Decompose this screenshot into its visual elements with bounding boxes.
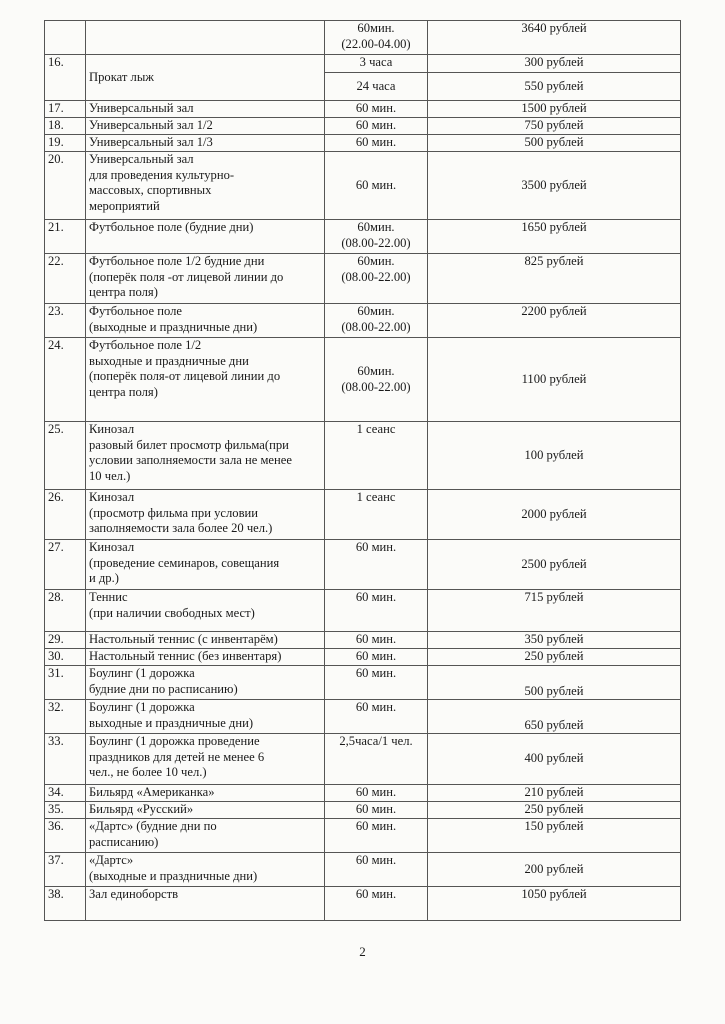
row-number: 31. (45, 666, 86, 700)
unit-line: (08.00-22.00) (341, 319, 411, 334)
row-number: 25. (45, 422, 86, 490)
unit-line: (08.00-22.00) (341, 235, 411, 250)
service-name-line: Бильярд «Русский» (89, 802, 194, 816)
price-cell: 150 рублей (428, 819, 681, 853)
service-name (86, 118, 325, 135)
table-row (45, 853, 681, 887)
table-row (45, 422, 681, 490)
row-number (45, 21, 86, 55)
table-row (45, 734, 681, 785)
table-row (45, 304, 681, 338)
price-cell: 550 рублей (428, 73, 681, 101)
row-number: 19. (45, 135, 86, 152)
unit-line: 60 мин. (355, 101, 397, 115)
price-cell: 2000 рублей (428, 490, 681, 540)
service-name (86, 666, 325, 700)
unit-cell (325, 802, 428, 819)
service-name (86, 135, 325, 152)
row-number: 17. (45, 101, 86, 118)
table-row (45, 666, 681, 700)
service-name-line: Футбольное поле 1/2 (89, 338, 202, 352)
service-name-line: и др.) (89, 571, 119, 585)
service-name-line: 10 чел.) (89, 468, 131, 483)
service-name-line: (просмотр фильма при условии (89, 505, 259, 520)
price-cell: 500 рублей (428, 135, 681, 152)
price-cell: 715 рублей (428, 590, 681, 632)
unit-line: 60мин. (357, 364, 395, 378)
service-name-line: праздников для детей не менее 6 (89, 749, 265, 764)
price-cell: 350 рублей (428, 632, 681, 649)
unit-cell (325, 700, 428, 734)
unit-cell (325, 666, 428, 700)
table-row (45, 135, 681, 152)
row-number: 16. (45, 55, 86, 101)
unit-line: 1 сеанс (356, 422, 396, 436)
unit-line: 60 мин. (355, 590, 397, 604)
price-cell: 210 рублей (428, 785, 681, 802)
unit-line: 60 мин. (355, 887, 397, 901)
unit-cell (325, 220, 428, 254)
service-name-line: (при наличии свободных мест) (89, 605, 255, 620)
service-name-line: (поперёк поля -от лицевой линии до (89, 269, 284, 284)
unit-cell (325, 590, 428, 632)
table-row (45, 338, 681, 422)
price-cell: 2500 рублей (428, 540, 681, 590)
unit-line: 60 мин. (355, 632, 397, 646)
price-cell: 250 рублей (428, 802, 681, 819)
unit-line: 60 мин. (355, 785, 397, 799)
unit-cell (325, 304, 428, 338)
table-row (45, 887, 681, 921)
unit-cell (325, 887, 428, 921)
table-row (45, 819, 681, 853)
unit-cell (325, 118, 428, 135)
unit-line: 60 мин. (355, 666, 397, 680)
service-name-line: Универсальный зал (89, 101, 194, 115)
table-row (45, 254, 681, 304)
service-name (86, 632, 325, 649)
service-name-line: Кинозал (89, 490, 135, 504)
unit-line: 60мин. (357, 304, 395, 318)
unit-line: 60 мин. (355, 135, 397, 149)
table-row (45, 21, 681, 55)
unit-cell (325, 135, 428, 152)
service-name (86, 540, 325, 590)
unit-line: 60 мин. (355, 853, 397, 867)
service-name-line: массовых, спортивных (89, 183, 212, 197)
row-number: 33. (45, 734, 86, 785)
table-row (45, 785, 681, 802)
row-number: 28. (45, 590, 86, 632)
unit-line: (08.00-22.00) (341, 269, 411, 284)
row-number: 27. (45, 540, 86, 590)
service-name-line: условии заполняемости зала не менее (89, 453, 292, 467)
service-name-line: будние дни по расписанию) (89, 681, 238, 696)
service-name (86, 853, 325, 887)
price-cell: 825 рублей (428, 254, 681, 304)
unit-cell (325, 540, 428, 590)
unit-cell (325, 490, 428, 540)
price-cell: 3640 рублей (428, 21, 681, 55)
unit-line: (22.00-04.00) (341, 36, 411, 51)
service-name-line: Универсальный зал 1/2 (89, 118, 213, 132)
price-cell: 100 рублей (428, 422, 681, 490)
service-name (86, 21, 325, 55)
service-name-line: центра поля) (89, 285, 158, 299)
row-number: 29. (45, 632, 86, 649)
service-name-line: «Дартс» (89, 853, 134, 867)
service-name (86, 649, 325, 666)
service-name-line: выходные и праздничные дни) (89, 715, 254, 730)
service-name (86, 304, 325, 338)
table-row (45, 632, 681, 649)
unit-line: 60 мин. (355, 540, 397, 554)
price-cell: 650 рублей (428, 700, 681, 734)
service-name-line: мероприятий (89, 198, 160, 213)
service-name-line: Футбольное поле 1/2 будние дни (89, 254, 265, 268)
row-number: 34. (45, 785, 86, 802)
service-name-line: расписанию) (89, 834, 159, 849)
row-number: 21. (45, 220, 86, 254)
unit-cell (325, 101, 428, 118)
unit-cell (325, 21, 428, 55)
service-name-line: Боулинг (1 дорожка (89, 700, 195, 714)
table-row (45, 649, 681, 666)
unit-line: 60 мин. (355, 819, 397, 833)
unit-cell: 24 часа (325, 73, 428, 101)
price-cell: 300 рублей (428, 55, 681, 73)
table-row (45, 540, 681, 590)
service-name (86, 887, 325, 921)
service-name-line: Теннис (89, 590, 128, 604)
service-name-line: центра поля) (89, 384, 158, 399)
service-name-line: Настольный теннис (с инвентарём) (89, 632, 278, 646)
service-name-line: для проведения культурно- (89, 167, 235, 182)
unit-cell (325, 785, 428, 802)
unit-line: 2,5часа/1 чел. (339, 734, 413, 748)
service-name-line: Кинозал (89, 540, 135, 554)
service-name-line: Универсальный зал (89, 152, 194, 166)
table-row (45, 490, 681, 540)
service-name (86, 152, 325, 220)
service-name-line: выходные и праздничные дни (89, 353, 249, 368)
table-row (45, 802, 681, 819)
service-name (86, 785, 325, 802)
unit-cell (325, 853, 428, 887)
unit-line: (08.00-22.00) (341, 379, 411, 394)
service-name (86, 590, 325, 632)
service-name-line: Боулинг (1 дорожка (89, 666, 195, 680)
service-name (86, 338, 325, 422)
price-cell: 1650 рублей (428, 220, 681, 254)
unit-line: 60мин. (357, 220, 395, 234)
table-row (45, 220, 681, 254)
price-cell: 200 рублей (428, 853, 681, 887)
row-number: 22. (45, 254, 86, 304)
service-name: Прокат лыж (86, 55, 325, 101)
service-name (86, 220, 325, 254)
unit-line: 1 сеанс (356, 490, 396, 504)
table-row (45, 101, 681, 118)
service-name (86, 734, 325, 785)
service-name-line: Бильярд «Американка» (89, 785, 215, 799)
unit-line: 60 мин. (355, 118, 397, 132)
unit-cell (325, 819, 428, 853)
table-row (45, 152, 681, 220)
table-row (45, 118, 681, 135)
price-cell: 1050 рублей (428, 887, 681, 921)
unit-cell (325, 422, 428, 490)
service-name-line: (поперёк поля-от лицевой линии до (89, 369, 281, 383)
service-name (86, 254, 325, 304)
row-number: 38. (45, 887, 86, 921)
row-number: 37. (45, 853, 86, 887)
service-name-line: Универсальный зал 1/3 (89, 135, 213, 149)
row-number: 18. (45, 118, 86, 135)
price-cell: 400 рублей (428, 734, 681, 785)
table-row (45, 55, 681, 73)
row-number: 30. (45, 649, 86, 666)
unit-line: 60 мин. (355, 802, 397, 816)
service-name-line: разовый билет просмотр фильма(при (89, 437, 289, 452)
service-name-line: Футбольное поле (будние дни) (89, 220, 254, 234)
page-number: 2 (359, 944, 366, 959)
unit-line: 60 мин. (355, 177, 397, 192)
price-cell: 2200 рублей (428, 304, 681, 338)
row-number: 36. (45, 819, 86, 853)
row-number: 20. (45, 152, 86, 220)
unit-cell (325, 649, 428, 666)
unit-cell (325, 152, 428, 220)
price-cell: 1500 рублей (428, 101, 681, 118)
row-number: 35. (45, 802, 86, 819)
unit-cell (325, 734, 428, 785)
price-cell: 3500 рублей (428, 152, 681, 220)
unit-line: 60мин. (357, 254, 395, 268)
service-name (86, 101, 325, 118)
service-name (86, 700, 325, 734)
service-name-line: Футбольное поле (89, 304, 182, 318)
service-name-line: чел., не более 10 чел.) (89, 765, 207, 779)
service-name-line: Настольный теннис (без инвентаря) (89, 649, 282, 663)
price-cell: 500 рублей (428, 666, 681, 700)
unit-line: 60 мин. (355, 700, 397, 714)
service-name-line: (выходные и праздничные дни) (89, 868, 258, 883)
service-name-line: заполняемости зала более 20 чел.) (89, 521, 273, 535)
service-name (86, 802, 325, 819)
service-name (86, 490, 325, 540)
price-cell: 250 рублей (428, 649, 681, 666)
unit-cell (325, 632, 428, 649)
row-number: 26. (45, 490, 86, 540)
service-name-line: Боулинг (1 дорожка проведение (89, 734, 260, 748)
service-name-line: Зал единоборств (89, 887, 179, 901)
service-name-line: Кинозал (89, 422, 135, 436)
unit-cell (325, 338, 428, 422)
price-cell: 750 рублей (428, 118, 681, 135)
service-name (86, 819, 325, 853)
unit-line: 60мин. (357, 21, 395, 35)
table-row (45, 590, 681, 632)
price-table (44, 20, 681, 921)
unit-line: 60 мин. (355, 649, 397, 663)
table-row (45, 700, 681, 734)
unit-cell: 3 часа (325, 55, 428, 73)
unit-cell (325, 254, 428, 304)
service-name (86, 422, 325, 490)
service-name-line: (выходные и праздничные дни) (89, 319, 258, 334)
row-number: 32. (45, 700, 86, 734)
row-number: 23. (45, 304, 86, 338)
service-name-line: (проведение семинаров, совещания (89, 555, 280, 570)
service-name-line: «Дартс» (будние дни по (89, 819, 217, 833)
price-cell: 1100 рублей (428, 338, 681, 422)
row-number: 24. (45, 338, 86, 422)
